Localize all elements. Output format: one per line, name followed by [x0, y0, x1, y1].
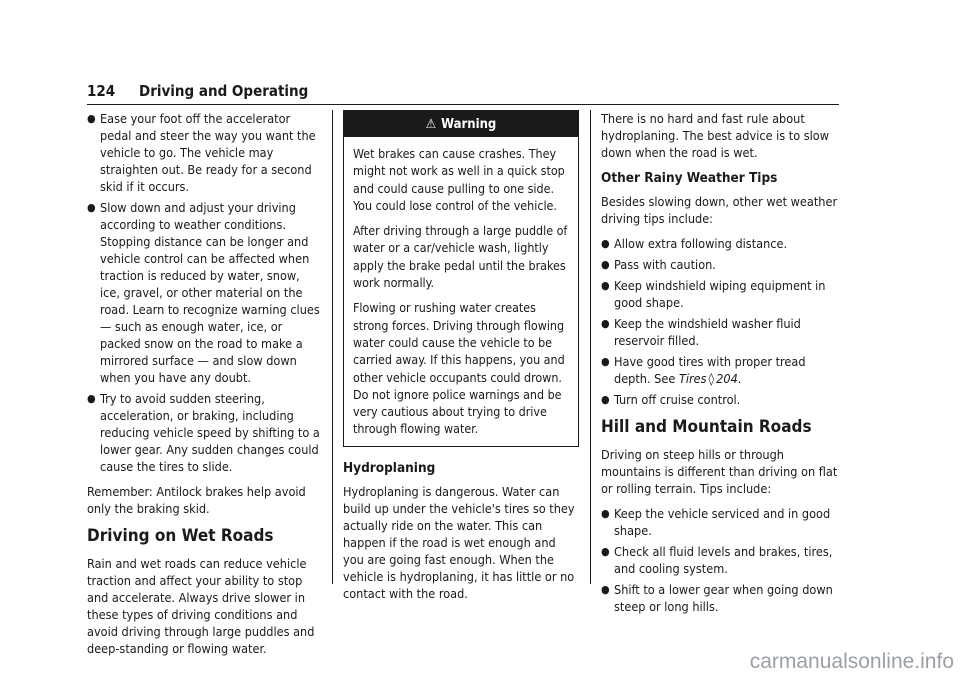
tires-reference-link[interactable]: Tires	[678, 371, 707, 386]
bullet-icon: ●	[601, 355, 610, 368]
list-item: ● Pass with caution.	[601, 257, 716, 272]
bullet-icon: ●	[87, 201, 96, 214]
bullet-icon: ●	[601, 545, 610, 558]
skid-tips-list	[87, 110, 323, 475]
list-item: ● Shift to a lower gear when going down steep or long hills.	[601, 582, 833, 614]
bullet-icon: ●	[601, 279, 610, 292]
list-item: ● Check all fluid levels and brakes, tires, and cooling system.	[601, 544, 833, 576]
page-reference-icon: ◊	[708, 371, 715, 386]
hydroplaning-heading: Hydroplaning	[343, 459, 436, 476]
header-rule	[87, 104, 839, 105]
warning-body	[344, 137, 578, 438]
bullet-icon: ●	[601, 237, 610, 250]
list-item: ● Try to avoid sudden steering, acceleration, or braking, including reducing vehicle speed by shifting to a lower gear. Any sudden changes could cause the tires to slide.	[87, 391, 320, 474]
column-divider-1	[332, 110, 333, 584]
site-watermark[interactable]: carmanualsonline.info	[749, 650, 954, 673]
warning-paragraph: Flowing or rushing water creates strong forces. Driving through flowing water could cause the vehicle to be carried away. If this happens, you and other vehicle occupants could drown. Do not ignore police warnings and be very cautious about trying to drive through flowing water.	[353, 300, 565, 437]
tires-page-number[interactable]: 204	[716, 371, 738, 386]
hill-roads-intro: Driving on steep hills or through mountains is different than driving on flat or rolling terrain. Tips include:	[601, 447, 838, 496]
list-item: ● Keep the windshield washer fluid reservoir filled.	[601, 316, 801, 348]
section-title: Driving and Operating	[139, 82, 309, 100]
list-item: ● Have good tires with proper tread depth. See Tires ◊ 204.	[601, 354, 806, 386]
warning-icon: ⚠	[425, 116, 437, 132]
bullet-icon: ●	[601, 317, 610, 330]
rainy-tips-intro: Besides slowing down, other wet weather driving tips include:	[601, 194, 838, 226]
column-divider-2	[590, 110, 591, 584]
column-1	[87, 110, 323, 665]
column-2	[343, 110, 579, 610]
bullet-icon: ●	[87, 392, 96, 405]
hydroplaning-advice: There is no hard and fast rule about hydroplaning. The best advice is to slow down when the road is wet.	[601, 111, 830, 160]
hill-roads-heading: Hill and Mountain Roads	[601, 417, 812, 437]
list-item: ● Slow down and adjust your driving according to weather conditions. Stopping distance can be longer and vehicle control can be affected when traction is reduced by water, snow, ice, gravel, or other material on the road. Learn to recognize warning clues — such as enough water, ice, or packed snow on the road to make a mirrored surface — and slow down when you have any doubt.	[87, 200, 320, 385]
page-number: 124	[87, 82, 116, 100]
column-3	[601, 110, 839, 623]
warning-header	[344, 111, 578, 137]
warning-box	[343, 110, 579, 447]
bullet-icon: ●	[601, 507, 610, 520]
warning-paragraph: After driving through a large puddle of water or a car/vehicle wash, lightly apply the brake pedal until the brakes work normally.	[353, 223, 568, 291]
list-item: ● Turn off cruise control.	[601, 392, 741, 407]
remember-note: Remember: Antilock brakes help avoid only the braking skid.	[87, 484, 306, 516]
warning-paragraph: Wet brakes can cause crashes. They might not work as well in a quick stop and could cause pulling to one side. You could lose control of the vehicle.	[353, 146, 565, 213]
list-item: ● Keep the vehicle serviced and in good shape.	[601, 506, 831, 538]
hill-tips-list	[601, 505, 839, 615]
hydroplaning-text: Hydroplaning is dangerous. Water can build up under the vehicle's tires so they actually ride on the water. This can happen if the road is wet enough and you are going fast enough. When the vehicle is hydroplaning, it has little or no contact with the road.	[343, 483, 575, 601]
list-item: ● Ease your foot off the accelerator pedal and steer the way you want the vehicle to go. The vehicle may straighten out. Be ready for a second skid if it occurs.	[87, 111, 316, 194]
wet-roads-text: Rain and wet roads can reduce vehicle traction and affect your ability to stop and accelerate. Always drive slower in these types of driving conditions and avoid driving through large puddles and deep-standing or flowing water.	[87, 556, 315, 656]
warning-title: Warning	[441, 116, 497, 132]
bullet-icon: ●	[601, 258, 610, 271]
rainy-tips-list	[601, 235, 839, 408]
bullet-icon: ●	[601, 583, 610, 596]
page-header	[87, 82, 839, 104]
bullet-icon: ●	[87, 112, 96, 125]
bullet-icon: ●	[601, 393, 610, 406]
list-item: ● Keep windshield wiping equipment in good shape.	[601, 278, 826, 310]
list-item: ● Allow extra following distance.	[601, 236, 788, 251]
rainy-tips-heading: Other Rainy Weather Tips	[601, 170, 778, 186]
page-footer	[0, 650, 960, 678]
wet-roads-heading: Driving on Wet Roads	[87, 526, 274, 546]
